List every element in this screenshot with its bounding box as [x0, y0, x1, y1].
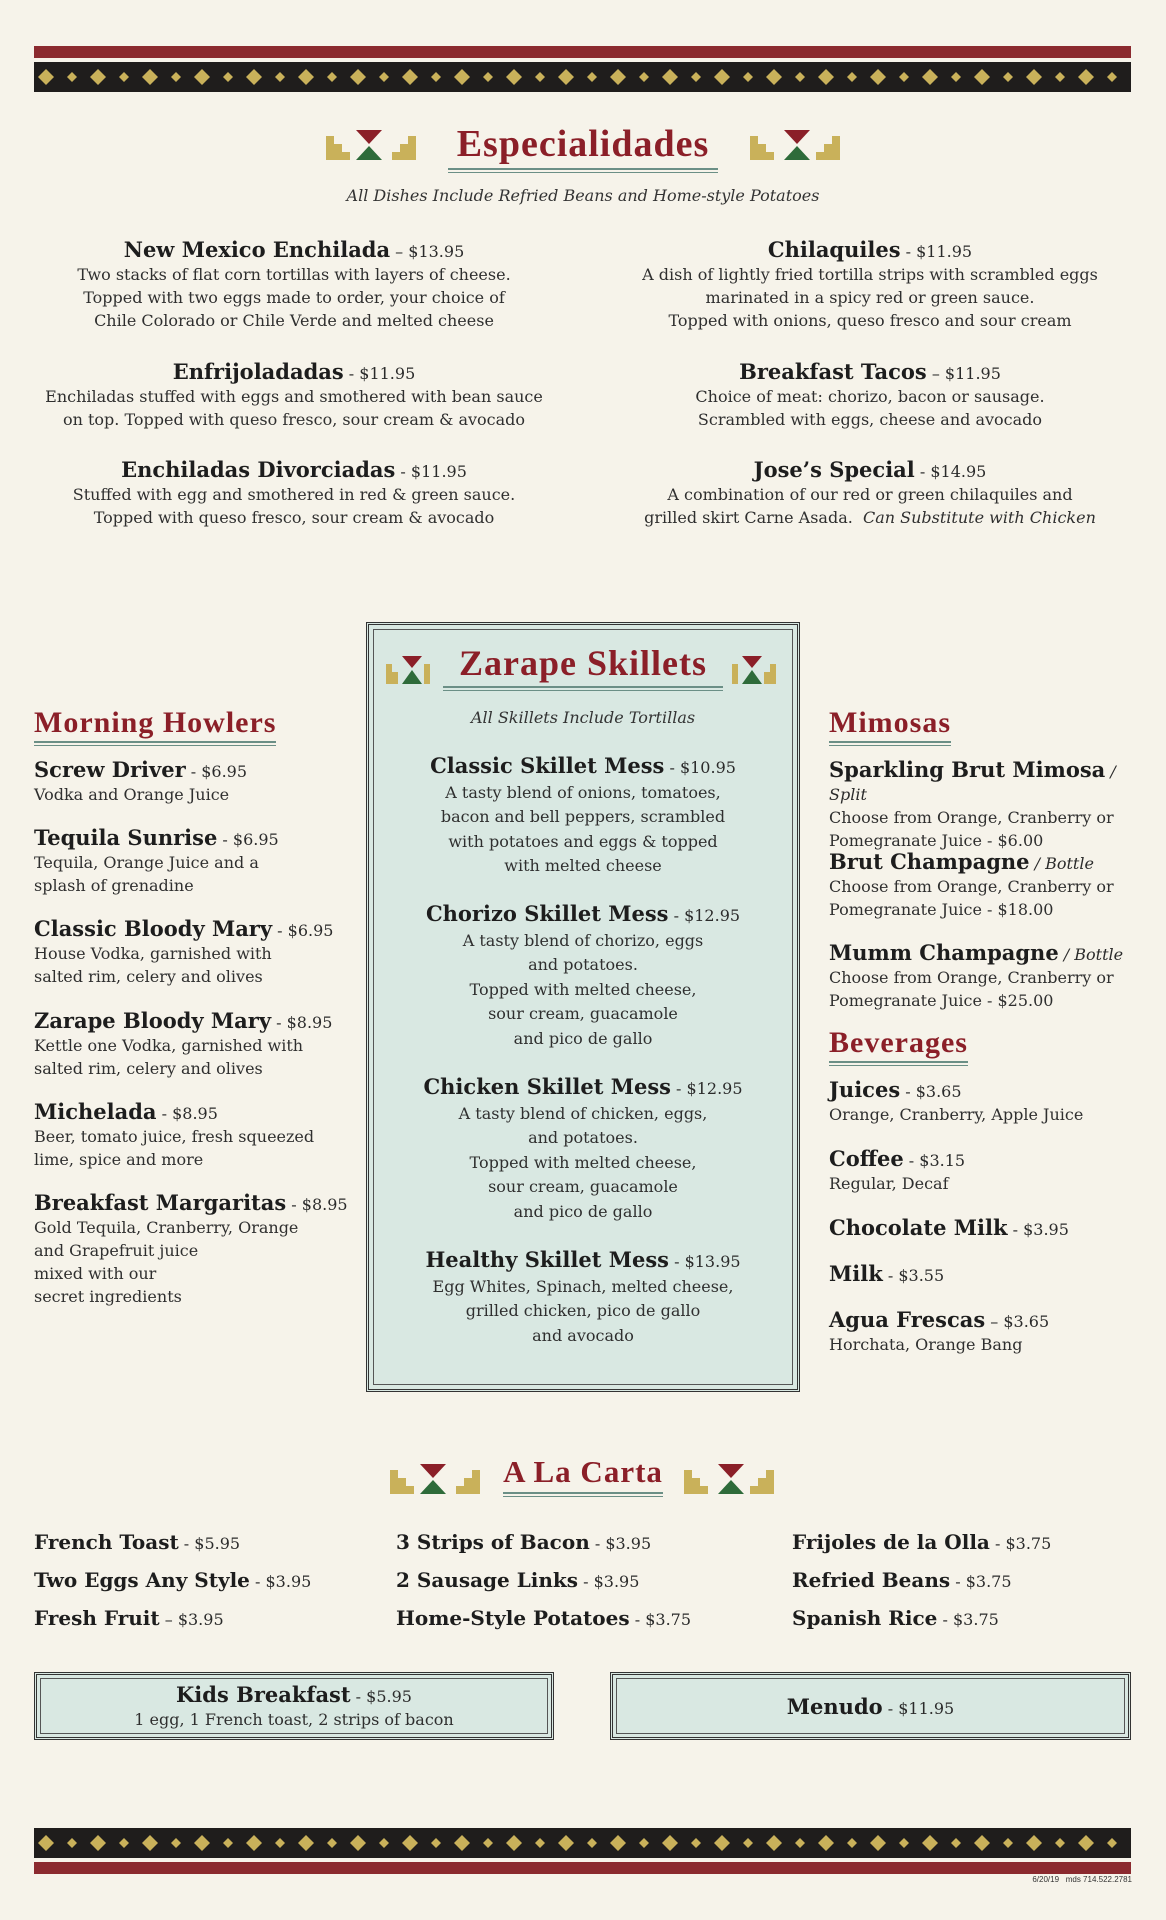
diamond-icon: [1078, 1835, 1094, 1851]
diamond-icon: [506, 1835, 522, 1851]
menu-item: Healthy Skillet Mess - $13.95 Egg Whites, Spinach, melted cheese, grilled chicken, pico de gallo and avocado: [425, 1247, 741, 1345]
menu-item: Agua Frescas – $3.65 Horchata, Orange Bang: [829, 1307, 1050, 1354]
diamond-icon: [691, 72, 701, 82]
aztec-ornament-icon: [326, 130, 416, 160]
diamond-icon: [766, 69, 782, 85]
menu-item: Classic Bloody Mary - $6.95 House Vodka, garnished with salted rim, celery and olives: [34, 916, 334, 986]
diamond-icon: [639, 72, 649, 82]
diamond-icon: [610, 1835, 626, 1851]
skillets-subtitle: All Skillets Include Tortillas: [470, 708, 696, 727]
menu-item: New Mexico Enchilada – $13.95 Two stacks of flat corn tortillas with layers of cheese. Topped with two eggs made to order, your choice of Chile Colorado or Chile Verde and melted cheese: [77, 237, 511, 330]
diamond-icon: [483, 1838, 493, 1848]
list-item: 3 Strips of Bacon - $3.95: [396, 1530, 652, 1554]
bottom-border-band: [34, 1828, 1131, 1874]
diamond-icon: [558, 1835, 574, 1851]
aztec-ornament-icon: [390, 1464, 480, 1494]
diamond-icon: [327, 1838, 337, 1848]
diamond-icon: [171, 72, 181, 82]
diamond-icon: [610, 69, 626, 85]
diamond-icon: [922, 1835, 938, 1851]
aztec-ornament-icon: [684, 1464, 774, 1494]
diamond-icon: [350, 69, 366, 85]
list-item: Frijoles de la Olla - $3.75: [792, 1530, 1052, 1554]
list-item: Home-Style Potatoes - $3.75: [396, 1606, 692, 1630]
diamond-icon: [90, 1835, 106, 1851]
menu-item: Juices - $3.65 Orange, Cranberry, Apple Juice: [829, 1077, 1084, 1124]
menu-item: Breakfast Margaritas - $8.95 Gold Tequila, Cranberry, Orange and Grapefruit juice mixed with our secret ingredients: [34, 1190, 348, 1306]
diamond-icon: [1003, 1838, 1013, 1848]
menu-item: Kids Breakfast - $5.95 1 egg, 1 French toast, 2 strips of bacon: [134, 1682, 454, 1729]
menudo-box: [610, 1672, 1131, 1740]
diamond-icon: [766, 1835, 782, 1851]
diamond-icon: [246, 1835, 262, 1851]
diamond-icon: [67, 72, 77, 82]
diamond-icon: [1107, 72, 1117, 82]
list-item: Two Eggs Any Style - $3.95: [34, 1568, 312, 1592]
diamond-icon: [454, 69, 470, 85]
diamond-icon: [818, 1835, 834, 1851]
diamond-icon: [535, 1838, 545, 1848]
diamond-icon: [223, 72, 233, 82]
diamond-icon: [119, 72, 129, 82]
diamond-icon: [171, 1838, 181, 1848]
especialidades-title: Especialidades: [433, 122, 733, 173]
diamond-icon: [691, 1838, 701, 1848]
menu-item: Tequila Sunrise - $6.95 Tequila, Orange Juice and a splash of grenadine: [34, 825, 279, 895]
diamond-icon: [587, 1838, 597, 1848]
diamond-icon: [402, 69, 418, 85]
menu-item: Sparkling Brut Mimosa / Split Choose from Orange, Cranberry or Pomegranate Juice - $6.00: [829, 757, 1116, 850]
menu-item: Screw Driver - $6.95 Vodka and Orange Juice: [34, 757, 248, 804]
diamond-icon: [194, 69, 210, 85]
aztec-ornament-icon: [386, 656, 430, 684]
top-border-band: [34, 46, 1131, 92]
diamond-icon: [119, 1838, 129, 1848]
diamond-icon: [142, 1835, 158, 1851]
kids-breakfast-box: [34, 1672, 554, 1740]
diamond-icon: [298, 69, 314, 85]
diamond-icon: [899, 72, 909, 82]
diamond-icon: [1055, 72, 1065, 82]
diamond-icon: [795, 72, 805, 82]
diamond-icon: [662, 1835, 678, 1851]
menu-item: Classic Skillet Mess - $10.95 A tasty blend of onions, tomatoes, bacon and bell peppers, scrambled with potatoes and eggs & topped with melted cheese: [430, 753, 736, 875]
menu-item: Chocolate Milk - $3.95: [829, 1215, 1069, 1240]
list-item: Refried Beans - $3.75: [792, 1568, 1012, 1592]
menu-item: Michelada - $8.95 Beer, tomato juice, fresh squeezed lime, spice and more: [34, 1099, 315, 1169]
diamond-icon: [714, 69, 730, 85]
menu-item: Milk - $3.55: [829, 1261, 945, 1286]
diamond-icon: [662, 69, 678, 85]
diamond-icon: [951, 72, 961, 82]
list-item: Fresh Fruit – $3.95: [34, 1606, 224, 1630]
diamond-icon: [847, 1838, 857, 1848]
list-item: 2 Sausage Links - $3.95: [396, 1568, 640, 1592]
beverages-title: Beverages: [829, 1026, 968, 1066]
menu-item: Breakfast Tacos – $11.95 Choice of meat: chorizo, bacon or sausage. Scrambled with eggs, cheese and avocado: [695, 359, 1045, 429]
diamond-icon: [639, 1838, 649, 1848]
diamond-icon: [1107, 1838, 1117, 1848]
diamond-icon: [223, 1838, 233, 1848]
diamond-icon: [350, 1835, 366, 1851]
menu-item: Menudo - $11.95: [786, 1694, 955, 1719]
diamond-icon: [899, 1838, 909, 1848]
diamond-icon: [90, 69, 106, 85]
diamond-icon: [743, 72, 753, 82]
diamond-icon: [714, 1835, 730, 1851]
diamond-icon: [870, 1835, 886, 1851]
menu-item: Enchiladas Divorciadas - $11.95 Stuffed with egg and smothered in red & green sauce. Topped with queso fresco, sour cream & avocado: [72, 457, 516, 527]
diamond-icon: [402, 1835, 418, 1851]
diamond-icon: [67, 1838, 77, 1848]
mimosas-title: Mimosas: [829, 706, 951, 746]
diamond-icon: [246, 69, 262, 85]
list-item: French Toast - $5.95: [34, 1530, 241, 1554]
diamond-icon: [587, 72, 597, 82]
diamond-icon: [431, 72, 441, 82]
diamond-icon: [379, 1838, 389, 1848]
aztec-ornament-icon: [750, 130, 840, 160]
diamond-icon: [327, 72, 337, 82]
diamond-icon: [431, 1838, 441, 1848]
menu-item: Chorizo Skillet Mess - $12.95 A tasty blend of chorizo, eggs and potatoes. Topped with melted cheese, sour cream, guacamole and pico de gallo: [425, 901, 741, 1048]
diamond-icon: [142, 69, 158, 85]
diamond-icon: [298, 1835, 314, 1851]
diamond-icon: [275, 1838, 285, 1848]
diamond-icon: [38, 1835, 54, 1851]
menu-item: Brut Champagne / Bottle Choose from Orange, Cranberry or Pomegranate Juice - $18.00: [829, 849, 1114, 919]
diamond-icon: [974, 69, 990, 85]
diamond-icon: [535, 72, 545, 82]
menu-item: Chilaquiles - $11.95 A dish of lightly fried tortilla strips with scrambled eggs marinated in a spicy red or green sauce. Topped with onions, queso fresco and sour cream: [642, 237, 1098, 330]
diamond-icon: [870, 69, 886, 85]
a-la-carta-title: A La Carta: [493, 1454, 673, 1497]
menu-item: Jose’s Special - $14.95 A combination of our red or green chilaquiles and grilled skirt Carne Asada. Can Substitute with Chicken: [644, 457, 1096, 527]
menu-item: Chicken Skillet Mess - $12.95 A tasty blend of chicken, eggs, and potatoes. Topped with melted cheese, sour cream, guacamole and pico de gallo: [423, 1074, 743, 1221]
menu-item: Mumm Champagne / Bottle Choose from Orange, Cranberry or Pomegranate Juice - $25.00: [829, 940, 1124, 1010]
menu-item: Coffee - $3.15 Regular, Decaf: [829, 1146, 966, 1193]
diamond-icon: [1078, 69, 1094, 85]
diamond-icon: [795, 1838, 805, 1848]
skillets-title: Zarape Skillets: [436, 642, 730, 691]
diamond-pattern-bottom: [34, 1828, 1131, 1858]
diamond-icon: [847, 72, 857, 82]
diamond-pattern-top: [34, 62, 1131, 92]
diamond-icon: [194, 1835, 210, 1851]
diamond-icon: [454, 1835, 470, 1851]
diamond-icon: [275, 72, 285, 82]
diamond-icon: [483, 72, 493, 82]
menu-item: Zarape Bloody Mary - $8.95 Kettle one Vodka, garnished with salted rim, celery and olives: [34, 1008, 333, 1078]
diamond-icon: [922, 69, 938, 85]
aztec-ornament-icon: [732, 656, 776, 684]
diamond-icon: [1026, 69, 1042, 85]
diamond-icon: [743, 1838, 753, 1848]
diamond-icon: [951, 1838, 961, 1848]
diamond-icon: [506, 69, 522, 85]
diamond-icon: [818, 69, 834, 85]
diamond-icon: [1003, 72, 1013, 82]
howlers-title: Morning Howlers: [34, 706, 276, 746]
diamond-icon: [38, 69, 54, 85]
diamond-icon: [558, 69, 574, 85]
diamond-icon: [379, 72, 389, 82]
especialidades-subtitle: All Dishes Include Refried Beans and Home-style Potatoes: [346, 186, 820, 205]
diamond-icon: [1026, 1835, 1042, 1851]
diamond-icon: [1055, 1838, 1065, 1848]
list-item: Spanish Rice - $3.75: [792, 1606, 999, 1630]
footer-note: 6/20/19 mds 714.522.2781: [1032, 1875, 1132, 1884]
menu-item: Enfrijoladadas - $11.95 Enchiladas stuffed with eggs and smothered with bean sauce on top. Topped with queso fresco, sour cream & avocado: [45, 359, 543, 429]
diamond-icon: [974, 1835, 990, 1851]
